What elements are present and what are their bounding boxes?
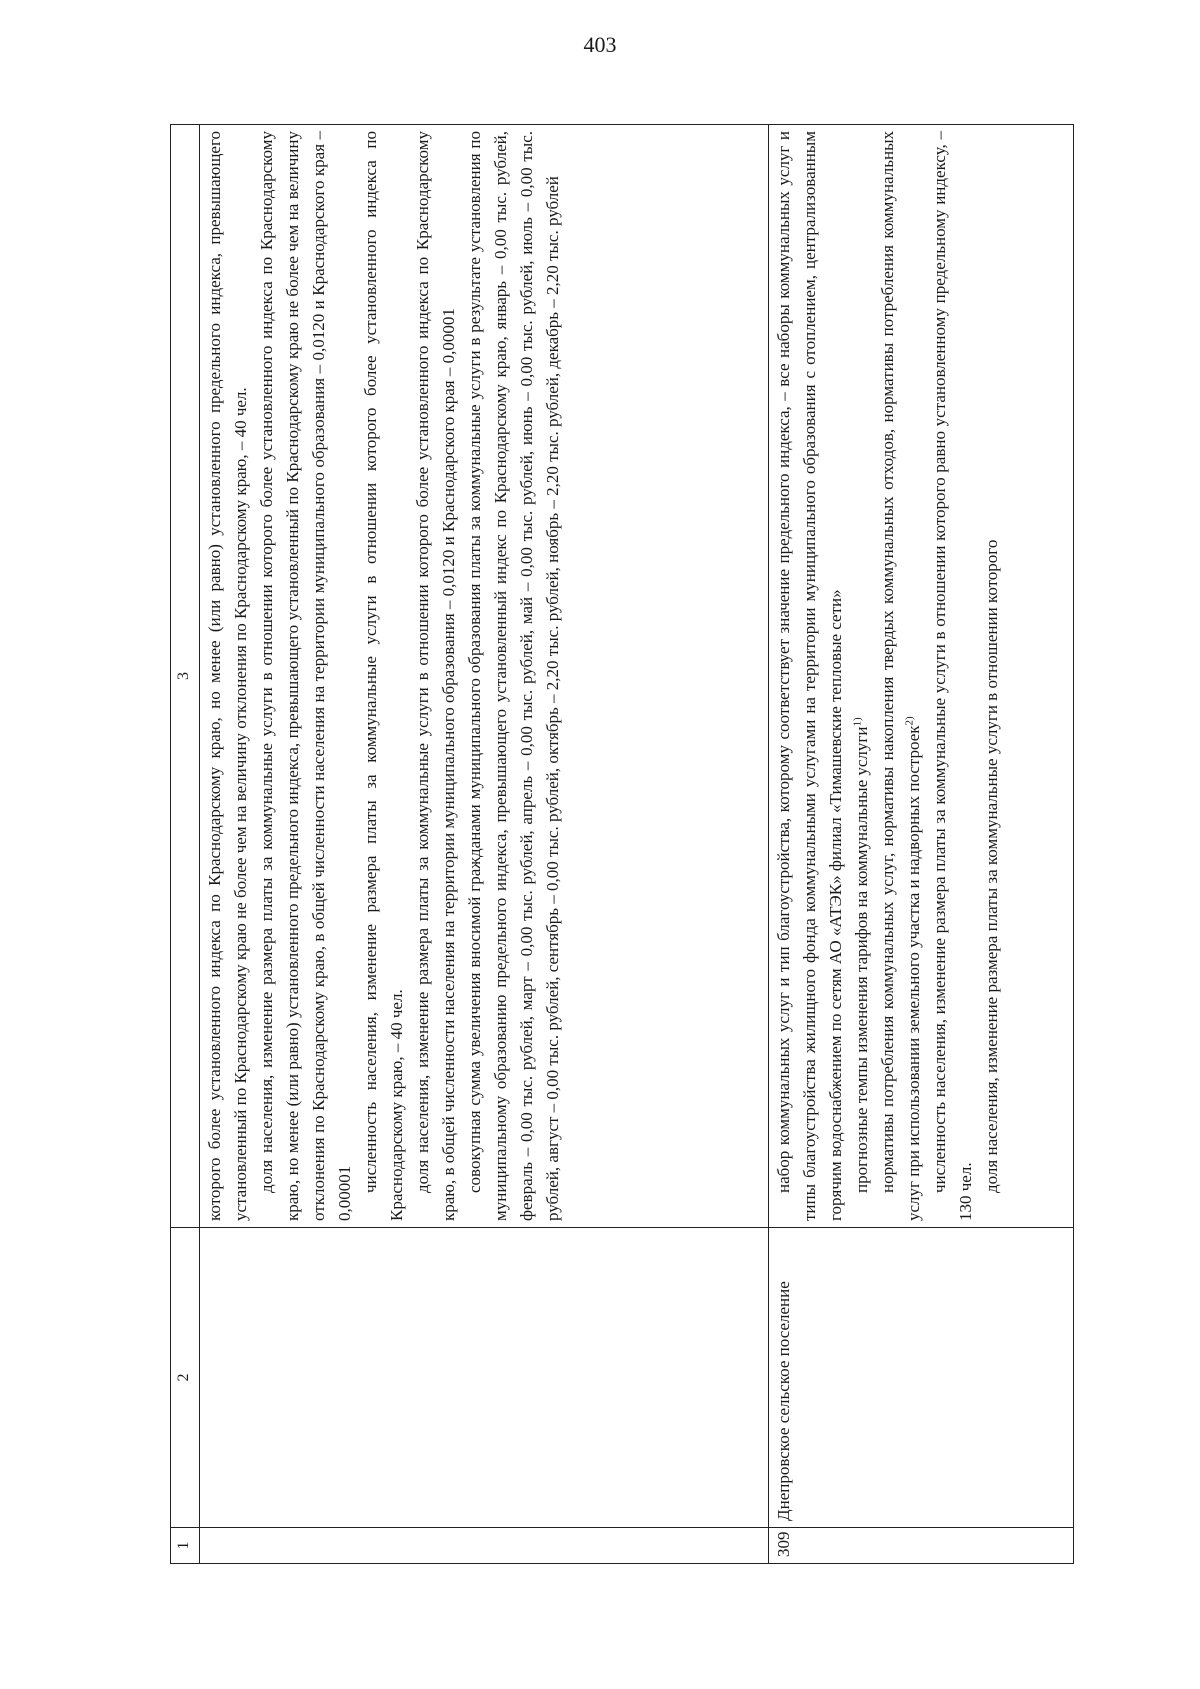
paragraph: доля населения, изменение размера платы за коммунальные услуги в отношении которого более установленного индекса по Краснодарскому краю, но менее (или равно) установленного предельного индекса, превышающего установленный по Краснодарскому краю не более чем на величину отклонения по Краснодарскому краю, в общей численности населения на территории муниципального образования – 0,0120 и Краснодарского края – 0,00001 [257, 131, 354, 1221]
footnote-mark: 1) [851, 717, 864, 727]
table-row [769, 125, 1074, 1564]
page-number: 403 [583, 32, 617, 57]
paragraph: доля населения, изменение размера платы за коммунальные услуги в отношении которого [982, 539, 1001, 1193]
row-description [200, 125, 769, 1228]
paragraph: численность населения, изменение размера платы за коммунальные услуги в отношении которого равно установленному предельному индексу, – 130 чел. [930, 131, 975, 1221]
document-table [170, 124, 1074, 1564]
header-col-1: 1 [171, 1528, 200, 1564]
paragraph: совокупная сумма увеличения вносимой гражданами муниципального образования платы за коммунальные услуги в результате установления по муниципальному образованию предельного индекса, превышающего установленный индекс по Краснодарскому краю, январь – 0,00 тыс. рублей, февраль – 0,00 тыс. рублей, март – 0,00 тыс. рублей, апрель – 0,00 тыс. рублей, май – 0,00 тыс. рублей, июнь – 0,00 тыс. рублей, июль – 0,00 тыс. рублей, август – 0,00 тыс. рублей, сентябрь – 0,00 тыс. рублей, октябрь – 2,20 тыс. рублей, ноябрь – 2,20 тыс. рублей, декабрь – 2,20 тыс. рублей [465, 131, 562, 1221]
paragraph: доля населения, изменение размера платы за коммунальные услуги в отношении которого более установленного индекса по Краснодарскому краю, в общей численности населения на территории муниципального образования – 0,0120 и Краснодарского края – 0,00001 [413, 131, 458, 1221]
paragraph-text: прогнозные темпы изменения тарифов на коммунальные услуги [852, 726, 871, 1193]
paragraph [849, 131, 875, 1221]
paragraph: численность населения, изменение размера платы за коммунальные услуги в отношении которого более установленного индекса по Краснодарскому краю, – 40 чел. [361, 131, 406, 1221]
footnote-mark: 2) [903, 716, 916, 726]
settlement-name [200, 1228, 769, 1528]
table-header-row [171, 125, 200, 1564]
row-number: 309 [769, 1528, 1074, 1564]
paragraph [875, 131, 927, 1221]
paragraph: набор коммунальных услуг и тип благоустройства, которому соответствует значение предельного индекса, – все наборы коммунальных услуг и типы благоустройства жилищного фонда коммунальными услугами на территории муниципального образования с отоплением, централизованным горячим водоснабжением по сетям АО «АТЭК» филиал «Тимашевские тепловые сети» [774, 131, 845, 1221]
rotated-table-area [170, 124, 1074, 1564]
row-number [200, 1528, 769, 1564]
settlement-name: Днепровское сельское поселение [769, 1228, 1074, 1528]
paragraph-text: нормативы потребления коммунальных услуг, нормативы накопления твердых коммунальных отходов, нормативы потребления коммунальных услуг при использовании земельного участка и надворных построек [878, 131, 923, 1221]
header-col-2: 2 [171, 1228, 200, 1528]
header-col-3: 3 [171, 125, 200, 1228]
paragraph: которого более установленного индекса по Краснодарскому краю, но менее (или равно) установленного предельного индекса, превышающего установленный по Краснодарскому краю не более чем на величину отклонения по Краснодарскому краю, – 40 чел. [205, 131, 250, 1221]
row-description [769, 125, 1074, 1228]
table-row [200, 125, 769, 1564]
